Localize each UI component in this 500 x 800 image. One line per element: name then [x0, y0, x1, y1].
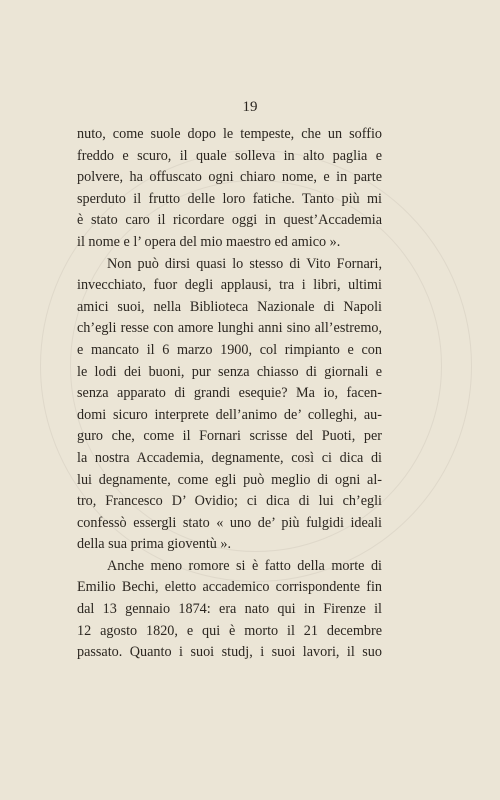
text-line: polvere, ha offuscato ogni chiaro nome, e in parte — [77, 169, 382, 186]
text-line: ch’egli resse con amore lunghi anni sino all’estremo, — [77, 320, 382, 337]
text-line: le lodi dei buoni, pur senza chiasso di giornali e — [77, 363, 382, 380]
text-line: della sua prima gioventù ». — [77, 536, 232, 553]
text-line: freddo e scuro, il quale solleva in alto paglia e — [77, 147, 382, 164]
text-line: Non può dirsi quasi lo stesso di Vito Fornari, — [107, 255, 382, 272]
text-line: dal 13 gennaio 1874: era nato qui in Firenze il — [77, 601, 382, 618]
text-line: amici suoi, nella Biblioteca Nazionale di Napoli — [77, 298, 382, 315]
text-line: senza apparato di grandi esequie? Ma io, facen- — [77, 385, 382, 402]
text-line: confessò essergli stato « uno de’ più fulgidi ideali — [77, 514, 382, 531]
text-line: invecchiato, fuor degli applausi, tra i libri, ultimi — [77, 277, 382, 294]
text-line: Anche meno romore si è fatto della morte di — [107, 557, 382, 574]
text-line: tro, Francesco D’ Ovidio; ci dica di lui ch’egli — [77, 493, 382, 510]
text-line: lui degnamente, come egli può meglio di ogni al- — [77, 471, 382, 488]
text-line: 12 agosto 1820, e qui è morto il 21 decembre — [77, 622, 382, 639]
page-number: 19 — [242, 99, 258, 115]
body-text — [77, 124, 382, 664]
text-line: Emilio Bechi, eletto accademico corrispondente fin — [77, 579, 382, 596]
text-line: e mancato il 6 marzo 1900, col rimpianto e con — [77, 341, 382, 358]
text-line: passato. Quanto i suoi studj, i suoi lavori, il suo — [77, 644, 382, 661]
text-line: nuto, come suole dopo le tempeste, che un soffio — [77, 126, 382, 142]
text-line: domi sicuro interprete dell’animo de’ colleghi, au- — [77, 406, 382, 423]
text-line: il nome e l’ opera del mio maestro ed amico ». — [77, 233, 341, 250]
text-line: è stato caro il ricordare oggi in quest’Accademia — [77, 212, 382, 229]
text-line: guro che, come il Fornari scrisse del Puoti, per — [77, 428, 382, 445]
text-line: sperduto il frutto delle loro fatiche. Tanto più mi — [77, 190, 382, 207]
text-line: la nostra Accademia, degnamente, così ci dica di — [77, 449, 382, 466]
